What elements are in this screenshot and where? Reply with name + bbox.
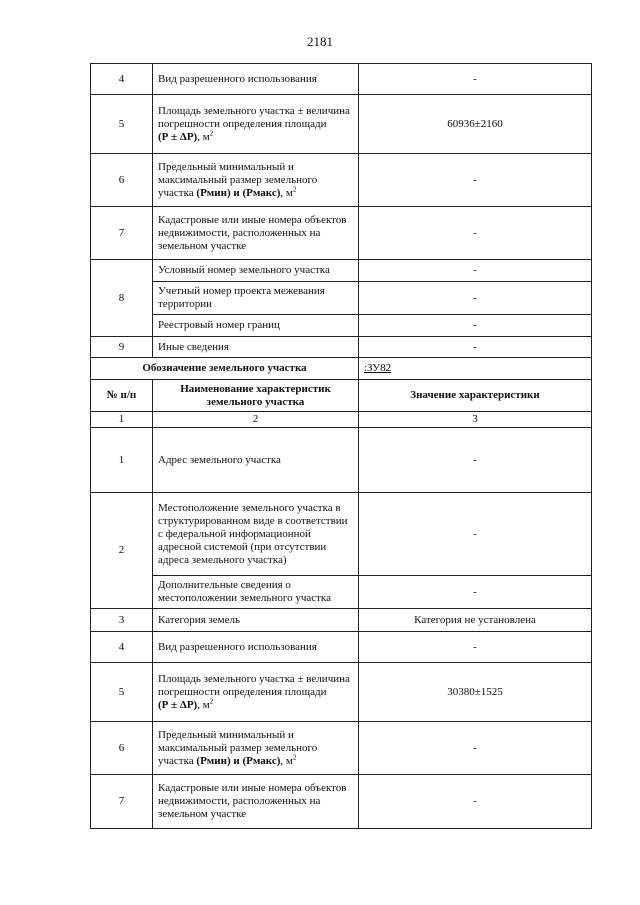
row-number: 6 [91,722,153,775]
table-row [91,95,592,154]
designation-value: :ЗУ82 [359,358,592,380]
characteristic-name: Учетный номер проекта межевания территории [153,282,359,315]
row-number: 4 [91,632,153,663]
characteristic-value: Категория не установлена [359,609,592,632]
index-row [91,412,592,428]
characteristic-name: Предельный минимальный и максимальный размер земельного участка (Рмин) и (Рмакс), $м^2$ [153,154,359,207]
characteristic-name: Предельный минимальный и максимальный размер земельного участка (Рмин) и (Рмакс), $м^2$ [153,722,359,775]
characteristic-value: - [359,64,592,95]
table-row [91,64,592,95]
page-number: 2181 [307,34,333,49]
table-row [91,428,592,493]
characteristic-name: Категория земель [153,609,359,632]
characteristic-value: - [359,315,592,337]
row-number: 5 [91,95,153,154]
characteristic-name: Кадастровые или иные номера объектов недвижимости, расположенных на земельном участке [153,207,359,260]
characteristic-value: - [359,282,592,315]
characteristic-name: Площадь земельного участка ± величина погрешности определения площади (Р ± ΔР), $м^2$ [153,663,359,722]
row-number: 3 [91,609,153,632]
characteristic-name: Адрес земельного участка [153,428,359,493]
characteristic-name: Дополнительные сведения о местоположении земельного участка [153,576,359,609]
table-row [91,632,592,663]
table-row [91,207,592,260]
row-number: 4 [91,64,153,95]
characteristic-value: - [359,722,592,775]
table-row [91,775,592,829]
table-row [91,315,592,337]
row-number: 2 [91,493,153,609]
characteristic-value: - [359,154,592,207]
table-row [91,722,592,775]
characteristic-name: Кадастровые или иные номера объектов недвижимости, расположенных на земельном участке [153,775,359,829]
table-row [91,337,592,358]
designation-label: Обозначение земельного участка [91,358,359,380]
characteristic-name: Местоположение земельного участка в структурированном виде в соответствии с федеральной информационной адресной системой (при отсутствии адреса земельного участка) [153,493,359,576]
row-number: 1 [91,428,153,493]
row-number: 8 [91,260,153,337]
characteristic-value: - [359,576,592,609]
header-number: № п/п [91,380,153,412]
table-row [91,260,592,282]
characteristic-value: - [359,207,592,260]
table-row [91,493,592,576]
characteristic-value: 60936±2160 [359,95,592,154]
header-name: Наименование характеристик земельного участка [153,380,359,412]
row-number: 7 [91,775,153,829]
table-row [91,663,592,722]
characteristic-name: Вид разрешенного использования [153,64,359,95]
table-row [91,154,592,207]
row-number: 5 [91,663,153,722]
header-row [91,380,592,412]
column-index: 3 [359,412,592,428]
table-row [91,282,592,315]
characteristic-name: Иные сведения [153,337,359,358]
table-row [91,576,592,609]
characteristic-name: Площадь земельного участка ± величина погрешности определения площади (Р ± ΔР), $м^2$ [153,95,359,154]
column-index: 2 [153,412,359,428]
header-value: Значение характеристики [359,380,592,412]
designation-row [91,358,592,380]
characteristic-value: - [359,428,592,493]
characteristic-value: - [359,632,592,663]
characteristic-name: Вид разрешенного использования [153,632,359,663]
row-number: 7 [91,207,153,260]
characteristic-name: Реестровый номер границ [153,315,359,337]
row-number: 9 [91,337,153,358]
characteristic-value: - [359,493,592,576]
table-row [91,609,592,632]
characteristic-value: 30380±1525 [359,663,592,722]
characteristic-name: Условный номер земельного участка [153,260,359,282]
characteristic-value: - [359,775,592,829]
land-plot-table [90,63,592,829]
characteristic-value: - [359,337,592,358]
column-index: 1 [91,412,153,428]
row-number: 6 [91,154,153,207]
characteristic-value: - [359,260,592,282]
